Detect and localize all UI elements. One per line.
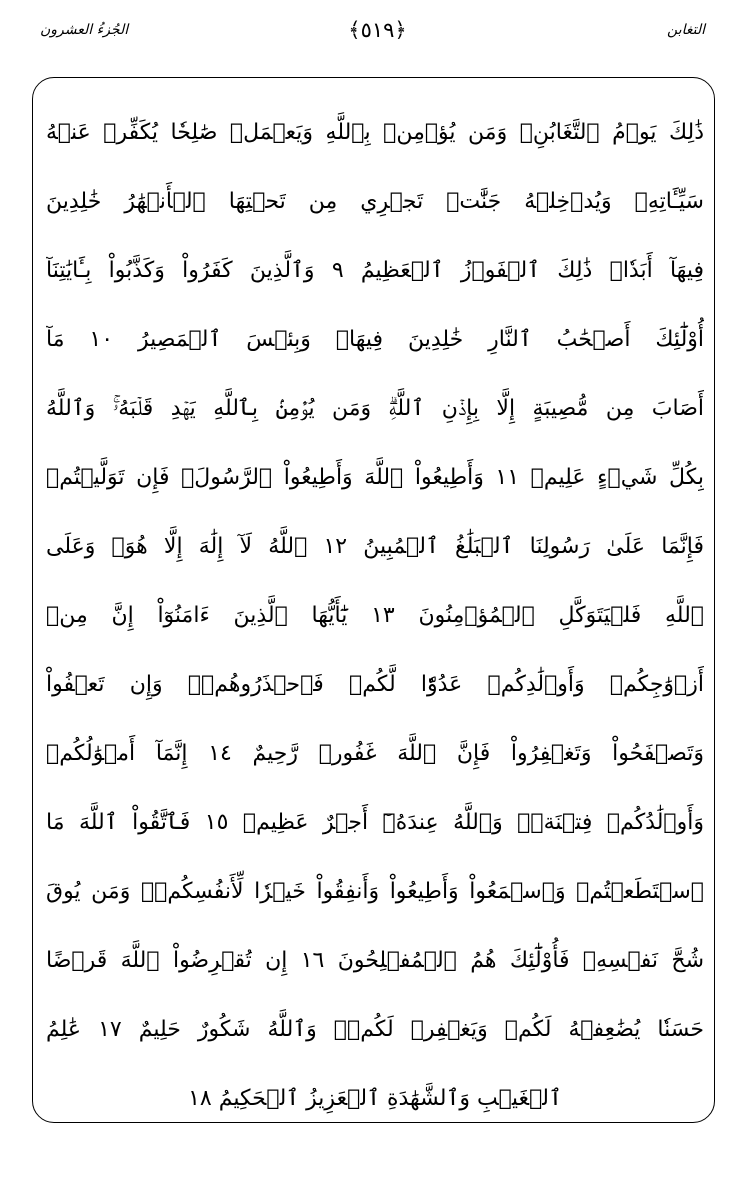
text-line: فِيهَآ أَبَدٗاۚ ذَٰلِكَ ٱلۡفَوۡزُ ٱلۡعَظِيمُ ٩ وَٱلَّذِينَ كَفَرُواْ وَكَذَّبُواْ بِـَٔايَٰتِنَآ bbox=[46, 258, 704, 283]
text-line: بِكُلِّ شَيۡءٍ عَلِيمٞ ١١ وَأَطِيعُواْ ٱللَّهَ وَأَطِيعُواْ ٱلرَّسُولَۚ فَإِن تَوَلَّيۡتُمۡ bbox=[46, 465, 704, 490]
text-line: وَأَوۡلَٰدُكُمۡ فِتۡنَةٞۚ وَٱللَّهُ عِندَهُۥٓ أَجۡرٌ عَظِيمٞ ١٥ فَٱتَّقُواْ ٱللَّهَ مَا bbox=[46, 810, 704, 835]
page-number: ﴿٥١٩﴾ bbox=[348, 18, 407, 42]
text-line: ذَٰلِكَ يَوۡمُ ٱلتَّغَابُنِۗ وَمَن يُؤۡمِنۢ بِٱللَّهِ وَيَعۡمَلۡ صَٰلِحٗا يُكَفِّرۡ عَنۡهُ bbox=[46, 120, 704, 145]
surah-label: التغابن bbox=[667, 22, 705, 38]
text-line: فَإِنَّمَا عَلَىٰ رَسُولِنَا ٱلۡبَلَٰغُ ٱلۡمُبِينُ ١٢ ٱللَّهُ لَآ إِلَٰهَ إِلَّا هُوَۚ وَعَلَى bbox=[46, 534, 704, 559]
page-header bbox=[40, 14, 715, 54]
text-line: شُحَّ نَفۡسِهِۦ فَأُوْلَٰٓئِكَ هُمُ ٱلۡمُفۡلِحُونَ ١٦ إِن تُقۡرِضُواْ ٱللَّهَ قَرۡضًا bbox=[46, 948, 704, 973]
text-line: وَتَصۡفَحُواْ وَتَغۡفِرُواْ فَإِنَّ ٱللَّهَ غَفُورٞ رَّحِيمٌ ١٤ إِنَّمَآ أَمۡوَٰلُكُمۡ bbox=[46, 741, 704, 766]
juz-label: الجُزءُ العشرون bbox=[40, 22, 129, 38]
quran-text-block bbox=[46, 98, 704, 1133]
text-line: ٱللَّهِ فَلۡيَتَوَكَّلِ ٱلۡمُؤۡمِنُونَ ١٣ يَٰٓأَيُّهَا ٱلَّذِينَ ءَامَنُوٓاْ إِنَّ مِنۡ bbox=[46, 603, 704, 628]
text-line: ٱسۡتَطَعۡتُمۡ وَٱسۡمَعُواْ وَأَطِيعُواْ وَأَنفِقُواْ خَيۡرٗا لِّأَنفُسِكُمۡۗ وَمَن يُوقَ bbox=[46, 879, 704, 904]
text-line: أَزۡوَٰجِكُمۡ وَأَوۡلَٰدِكُمۡ عَدُوّٗا لَّكُمۡ فَٱحۡذَرُوهُمۡۚ وَإِن تَعۡفُواْ bbox=[46, 672, 704, 697]
text-line: سَيِّـَٔاتِهِۦ وَيُدۡخِلۡهُ جَنَّٰتٖ تَجۡرِي مِن تَحۡتِهَا ٱلۡأَنۡهَٰرُ خَٰلِدِينَ bbox=[46, 189, 704, 214]
text-line: أُوْلَٰٓئِكَ أَصۡحَٰبُ ٱلنَّارِ خَٰلِدِينَ فِيهَاۖ وَبِئۡسَ ٱلۡمَصِيرُ ١٠ مَآ bbox=[46, 327, 704, 352]
text-line: أَصَابَ مِن مُّصِيبَةٍ إِلَّا بِإِذۡنِ ٱللَّهِۗ وَمَن يُؤۡمِنۢ بِٱللَّهِ يَهۡدِ قَلۡبَهُۥۚ وَٱللَّهُ bbox=[46, 396, 704, 421]
text-line: ٱلۡغَيۡبِ وَٱلشَّهَٰدَةِ ٱلۡعَزِيزُ ٱلۡحَكِيمُ ١٨ bbox=[188, 1086, 562, 1111]
text-line: حَسَنٗا يُضَٰعِفۡهُ لَكُمۡ وَيَغۡفِرۡ لَكُمۡۚ وَٱللَّهُ شَكُورٌ حَلِيمٌ ١٧ عَٰلِمُ bbox=[46, 1017, 704, 1042]
